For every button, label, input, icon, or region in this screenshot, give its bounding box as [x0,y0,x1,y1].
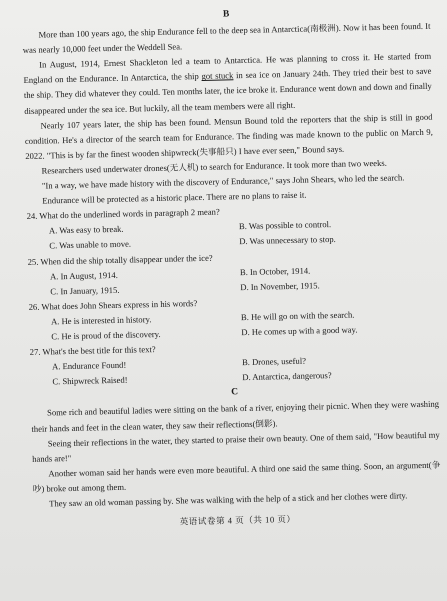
question-stem: 26. What does John Shears express in his words? [28,297,198,312]
passage-c-paragraph-1: Some rich and beautiful ladies were sitting on the bank of a river, enjoying their picnic. When they were washing their hands and feet in the clean water, they saw their reflections(倒影). [31,399,440,434]
option-a: A. In August, 1914. [49,269,118,282]
question-25 [28,245,437,300]
page-footer: 英语试卷第 4 页（共 10 页） [179,514,296,527]
section-c-heading: C [231,387,239,398]
option-a: A. He is interested in history. [50,314,152,327]
section-b-heading: B [222,9,230,20]
question-24 [26,200,435,255]
question-27 [30,336,439,391]
passage-b-paragraph-5: "In a way, we have made history with the discovery of Endurance," says John Shears, who led the search. [41,172,405,191]
question-stem: 24. What do the underlined words in paragraph 2 mean? [26,206,220,222]
passage-b-paragraph-1: More than 100 years ago, the ship Endurance fell to the deep sea in Antarctica(南极洲). Now it has been found. It was nearly 10,000 feet under the Weddell Sea. [22,20,431,56]
option-b: B. Was possible to control. [238,219,332,232]
page-content [22,3,442,533]
passage-b-paragraph-2 [23,49,432,119]
question-stem: 27. What's the best title for this text? [29,344,156,357]
passage-c-paragraph-4: They saw an old woman passing by. She was walking with the help of a stick and her clothes were dirty. [49,490,408,509]
option-c: C. Was unable to move. [49,238,132,251]
underlined-words: got stuck [201,70,234,82]
option-b: B. He will go on with the search. [240,309,355,322]
option-c: C. Shipwreck Raised! [52,374,128,387]
paragraph-2-text-end: in sea ice on January 24th. They tried their best to save the ship. They did whatever they could. Ten months later, the ice broke it. Endurance went down and down and finally disappeared under the sea ice. But luckily, all the team members were all right. [23,66,432,116]
passage-b-paragraph-4: Researchers used underwater drones(无人机) to search for Endurance. It took more than two weeks. [41,157,387,176]
option-d: D. He comes up with a good way. [241,324,358,338]
option-d: D. Antarctica, dangerous? [242,370,332,383]
passage-b-paragraph-3: Nearly 107 years later, the ship has been found. Mensun Bound told the reporters that the ship is still in good condition. He's a director of the search team for Endurance. The finding was made known to the public on March 9, 2022. "This is by far the finest wooden shipwreck(失事船只) I have ever seen," Bound says. [24,111,433,161]
option-d: D. In November, 1915. [240,280,320,292]
option-b: B. In October, 1914. [239,265,311,277]
passage-c-paragraph-2: Seeing their reflections in the water, they started to praise their own beauty. One of them said, "How beautiful my hands are!" [32,429,440,464]
option-c: C. He is proud of the discovery. [51,328,161,342]
question-stem: 25. When did the ship totally disappear under the ice? [27,252,213,267]
paragraph-2-text-start: In August, 1914, Ernest Shackleton led a team to Antarctica. He was planning to cross it. He started from England on the Endurance. In Antarctica, the ship [23,51,432,86]
option-b: B. Drones, useful? [241,355,307,368]
passage-c-paragraph-3: Another woman said her hands were even more beautiful. A third one said the same thing. Soon, an argument(争吵) broke out among them. [32,459,441,494]
option-c: C. In January, 1915. [50,284,120,297]
question-26 [29,290,438,345]
option-d: D. Was unnecessary to stop. [239,234,336,247]
passage-b-paragraph-6: Endurance will be protected as a historic place. There are no plans to raise it. [42,189,307,206]
option-a: A. Was easy to break. [48,224,124,236]
option-a: A. Endurance Found! [51,359,127,372]
